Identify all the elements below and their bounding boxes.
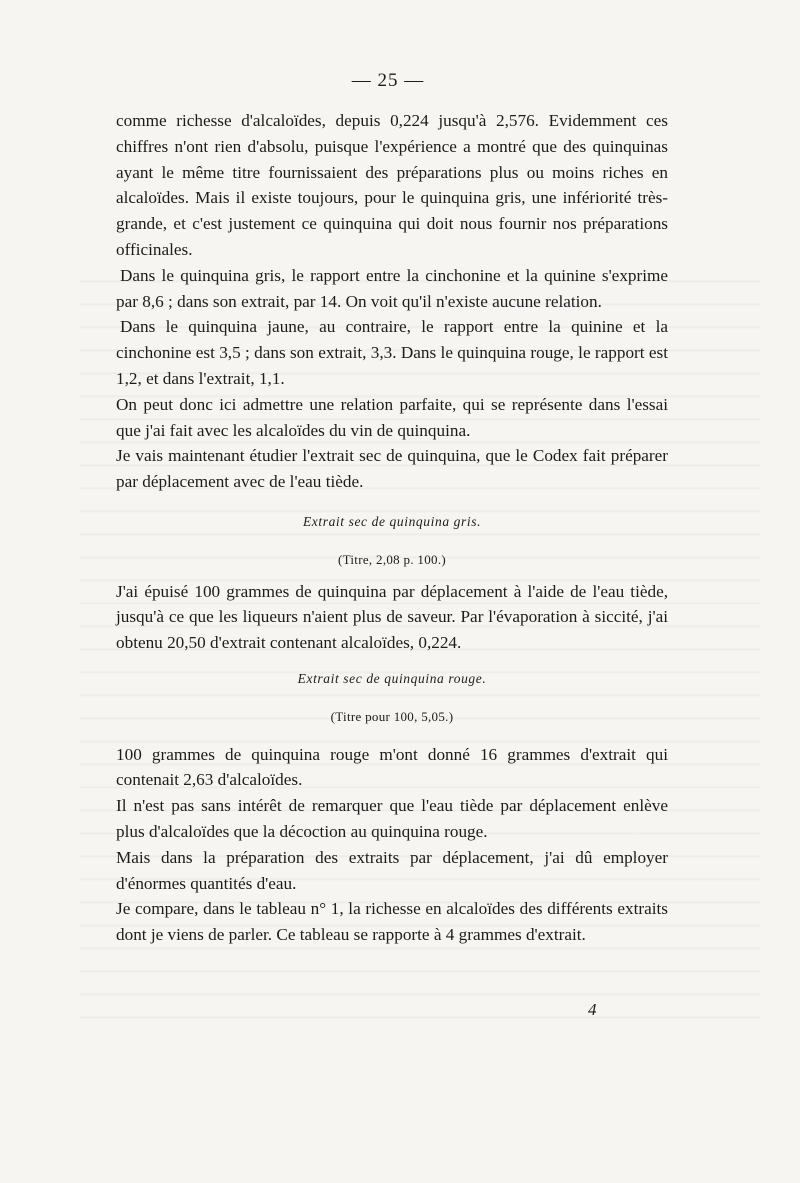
signature-mark: 4 (588, 1000, 597, 1019)
paragraph-7: 100 grammes de quinquina rouge m'ont donné 16 grammes d'extrait qui contenait 2,63 d'alcaloïdes. (116, 744, 668, 790)
body-text (116, 108, 668, 948)
paragraph-10: Je compare, dans le tableau n° 1, la richesse en alcaloïdes des différents extraits dont je viens de parler. Ce tableau se rapporte à 4 grammes d'extrait. (116, 899, 668, 945)
paragraph-3: Dans le quinquina jaune, au contraire, le rapport entre la quinine et la cinchonine est 3,5 ; dans son extrait, 3,3. Dans le quinquina rouge, le rapport est 1,2, et dans l'extrait, 1,1. (116, 317, 668, 388)
paragraph-1: comme richesse d'alcaloïdes, depuis 0,224 jusqu'à 2,576. Evidemment ces chiffres n'ont rien d'absolu, puisque l'expérience a montré que des quinquinas ayant le même titre fournissaient des préparations plus ou moins riches en alcaloïdes. Mais il existe toujours, pour le quinquina gris, une infériorité très-grande, et c'est justement ce quinquina qui doit nous fournir nos préparations officinales. (116, 111, 668, 259)
paragraph-4: On peut donc ici admettre une relation parfaite, qui se représente dans l'essai que j'ai fait avec les alcaloïdes du vin de quinquina. (116, 394, 668, 440)
paragraph-8: Il n'est pas sans intérêt de remarquer que l'eau tiède par déplacement enlève plus d'alcaloïdes que la décoction au quinquina rouge. (116, 796, 668, 841)
paragraph-6: J'ai épuisé 100 grammes de quinquina par déplacement à l'aide de l'eau tiède, jusqu'à ce que les liqueurs n'aient plus de saveur. Par l'évaporation à siccité, j'ai obtenu 20,50 d'extrait contenant alcaloïdes, 0,224. (116, 581, 668, 653)
titre-gris: (Titre, 2,08 p. 100.) (337, 551, 446, 567)
section-heading-gris: Extrait sec de quinquina gris. (302, 513, 482, 529)
paragraph-9: Mais dans la préparation des extraits par déplacement, j'ai dû employer d'énormes quantités d'eau. (116, 847, 668, 893)
paragraph-5: Je vais maintenant étudier l'extrait sec de quinquina, que le Codex fait préparer par déplacement avec de l'eau tiède. (116, 446, 668, 492)
section-heading-rouge: Extrait sec de quinquina rouge. (297, 670, 487, 686)
page-number: — 25 — (351, 70, 425, 91)
titre-rouge: (Titre pour 100, 5,05.) (330, 708, 454, 724)
paragraph-2: Dans le quinquina gris, le rapport entre la cinchonine et la quinine s'exprime par 8,6 ; dans son extrait, par 14. On voit qu'il n'existe aucune relation. (116, 265, 668, 311)
